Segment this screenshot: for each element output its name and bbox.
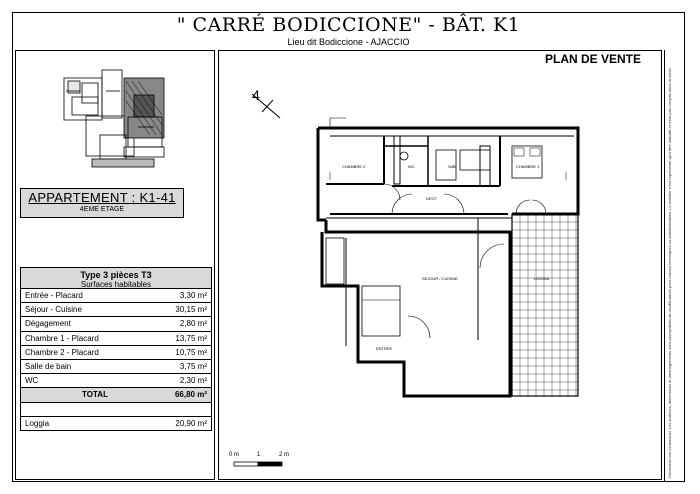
plan-label: PLAN DE VENTE (545, 52, 642, 66)
page-subtitle: Lieu dit Bodiccione - AJACCIO (287, 37, 410, 47)
table-row: Salle de bain 3,75 m² (21, 360, 211, 374)
header (12, 12, 685, 48)
surfaces-table (20, 267, 212, 431)
apartment-title: APPARTEMENT : K1-41 (20, 188, 184, 218)
table-row: Chambre 2 - Placard 10,75 m² (21, 346, 211, 360)
surfaces-caption: Surfaces habitables (80, 280, 152, 289)
room-label-loggia: LOGGIA (534, 276, 550, 281)
page-title: " CARRÉ BODICCIONE" - BÂT. K1 (176, 14, 521, 36)
table-row: Dégagement 2,80 m² (21, 317, 211, 331)
room-label-chambre2: CHAMBRE 2 (342, 164, 366, 169)
table-row: Séjour - Cuisine 30,15 m² (21, 303, 211, 317)
room-label-degt: DEGT (426, 196, 438, 201)
table-row: Chambre 1 - Placard 13,75 m² (21, 332, 211, 346)
legal-note-band (664, 50, 685, 482)
legal-note: Document non contractuel. Les surfaces, dimensions et aménagements sont susceptibles de modifications pour raisons techniques ou administratives. Le mobilier n'est représenté qu'à titre indicatif et n'est pas compris dans la vente. (667, 67, 672, 478)
apartment-floor: 4EME ETAGE (79, 206, 125, 213)
surfaces-header (21, 268, 211, 289)
svg-text:4: 4 (252, 87, 260, 103)
room-label-wc: WC (408, 164, 415, 169)
room-label-entree: ENTREE (376, 346, 393, 351)
table-row: Entrée - Placard 3,30 m² (21, 289, 211, 303)
room-label-sdb: SdB (448, 164, 456, 169)
room-label-chambre1: CHAMBRE 1 (516, 164, 540, 169)
key-plan (16, 51, 214, 191)
apartment-type: Type 3 pièces T3 (80, 270, 152, 280)
plan-area (218, 50, 662, 480)
table-row: WC 2,30 m² (21, 374, 211, 388)
loggia-row: Loggia 20,90 m² (25, 418, 207, 428)
total-row: TOTAL 66,80 m² (21, 388, 211, 402)
room-label-sejour: SEJOUR / CUISINE (422, 276, 458, 281)
spacer-row (21, 403, 211, 417)
